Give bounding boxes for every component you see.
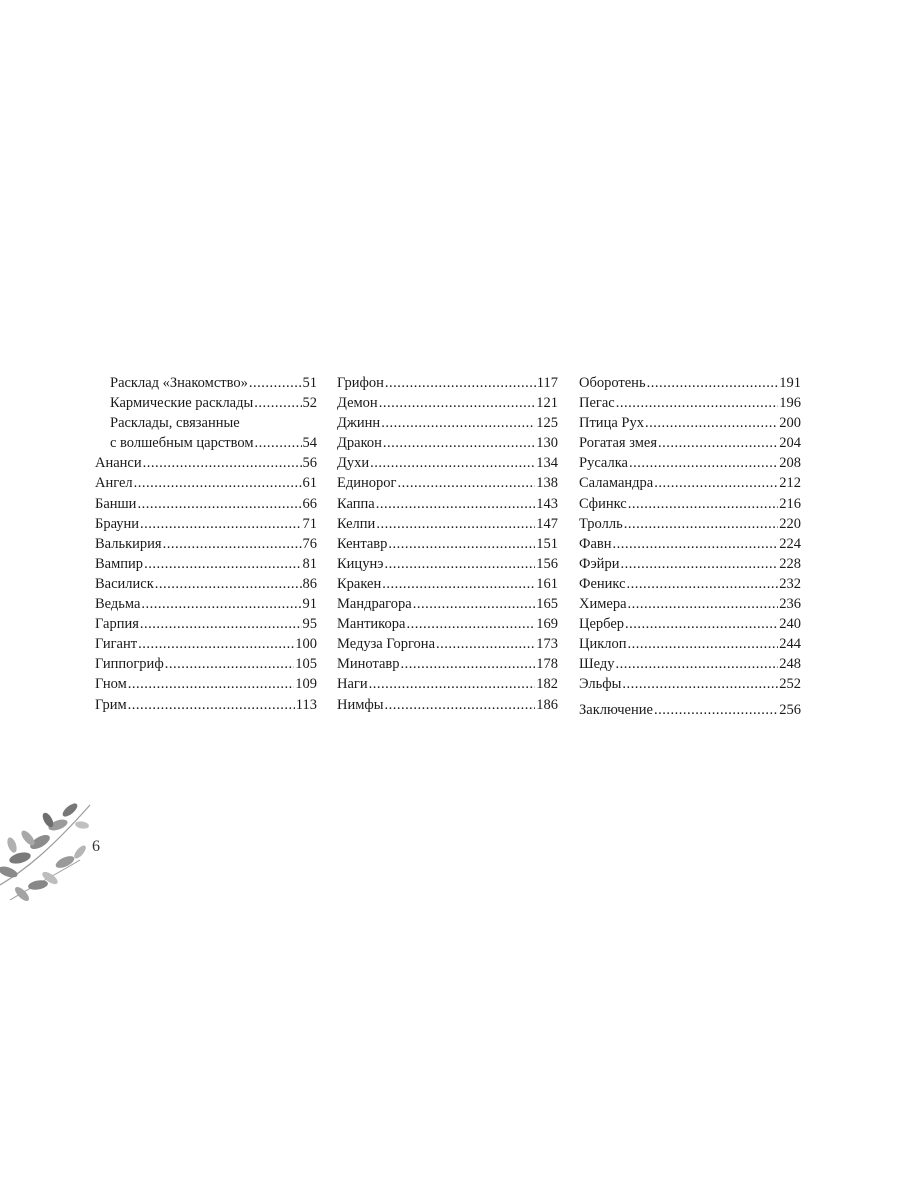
toc-column-3 [579,373,801,720]
toc-entry [95,634,317,654]
toc-entry [337,534,558,554]
dot-leader [397,473,535,493]
dot-leader [381,413,535,433]
toc-entry-title: Птица Рух [579,415,644,432]
toc-entry-title: Ведьма [95,596,141,613]
toc-entry-title: Фавн [579,535,612,552]
toc-entry-page-number: 147 [536,515,558,532]
toc-entry-title: Демон [337,395,378,412]
toc-entry-title: с волшебным царством [110,435,254,452]
dot-leader [401,654,536,674]
dot-leader [255,433,302,453]
toc-entry-title: Вампир [95,555,144,572]
dot-leader [165,654,295,674]
dot-leader [627,574,779,594]
toc-entry-title: Кицунэ [337,555,384,572]
toc-entry-page-number: 76 [302,535,317,552]
toc-entry [95,614,317,634]
toc-entry-page-number: 186 [536,696,558,713]
page-number: 6 [92,838,100,855]
dot-leader [382,574,535,594]
toc-entry-title: Валькирия [95,535,162,552]
toc-entry-title: Рогатая змея [579,435,658,452]
toc-entry-title: Ангел [95,475,133,492]
toc-entry-title: Келпи [337,515,376,532]
dot-leader [647,373,779,393]
toc-entry-page-number: 232 [779,575,801,592]
toc-entry-title: Гном [95,676,127,693]
toc-entry-title: Цербер [579,616,625,633]
toc-entry-page-number: 240 [779,616,801,633]
dot-leader [376,514,535,534]
toc-entry-page-number: 200 [779,415,801,432]
toc-entry [337,393,558,413]
toc-entry-page-number: 91 [302,596,317,613]
dot-leader [388,534,535,554]
dot-leader [413,594,536,614]
dot-leader [624,514,779,534]
toc-entry-title: Фэйри [579,555,620,572]
toc-entry-title: Сфинкс [579,495,627,512]
toc-entry-page-number: 134 [536,455,558,472]
toc-entry [95,433,317,453]
dot-leader [249,373,302,393]
toc-entry-page-number: 169 [536,616,558,633]
toc-entry [95,473,317,493]
toc-entry-page-number: 130 [536,435,558,452]
dot-leader [370,453,535,473]
toc-entry [579,473,801,493]
toc-entry-title: Пегас [579,395,615,412]
toc-entry [337,634,558,654]
toc-entry-title: Василиск [95,575,154,592]
toc-entry-page-number: 138 [536,475,558,492]
toc-entry [95,393,317,413]
dot-leader [629,453,778,473]
dot-leader [144,554,301,574]
toc-entry [579,674,801,694]
toc-entry [337,514,558,534]
toc-entry [337,433,558,453]
toc-entry-page-number: 54 [302,435,317,452]
toc-entry-page-number: 220 [779,515,801,532]
dot-leader [654,473,778,493]
toc-entry-page-number: 244 [779,636,801,653]
toc-entry-page-number: 71 [302,515,317,532]
toc-entry-title: Джинн [337,415,381,432]
toc-entry-title: Нимфы [337,696,384,713]
toc-entry [579,700,801,720]
toc-entry-title: Гарпия [95,616,139,633]
toc-entry-page-number: 105 [295,656,317,673]
dot-leader [143,453,302,473]
toc-entry-title: Кармические расклады [110,395,254,412]
dot-leader [379,393,536,413]
toc-entry-page-number: 156 [536,555,558,572]
toc-entry [95,453,317,473]
toc-entry-title: Оборотень [579,375,646,391]
toc-entry-title: Шеду [579,656,615,673]
toc-entry-title: Грифон [337,375,384,391]
toc-entry-page-number: 248 [779,656,801,673]
toc-entry-title: Единорог [337,475,397,492]
toc-entry-title: Гигант [95,636,138,653]
toc-entry [95,695,317,715]
toc-entry-title: Грим [95,696,127,713]
toc-entry-page-number: 56 [302,455,317,472]
toc-entry [337,413,558,433]
dot-leader [436,634,535,654]
toc-entry [95,373,317,393]
toc-entry [579,393,801,413]
toc-entry-page-number: 256 [779,701,801,718]
dot-leader [628,494,779,514]
toc-entry [95,413,317,433]
toc-entry-page-number: 51 [302,375,317,391]
toc-entry [579,654,801,674]
toc-entry-page-number: 224 [779,535,801,552]
toc-entry [337,614,558,634]
toc-entry [579,574,801,594]
toc-entry-page-number: 228 [779,555,801,572]
toc-entry-title: Кракен [337,575,382,592]
toc-entry [579,373,801,393]
toc-entry [579,614,801,634]
toc-entry-page-number: 125 [536,415,558,432]
toc-entry-page-number: 196 [779,395,801,412]
dot-leader [620,554,778,574]
toc-entry [579,514,801,534]
dot-leader [613,534,779,554]
dot-leader [128,695,295,715]
dot-leader [163,534,302,554]
dot-leader [376,494,536,514]
dot-leader [140,514,301,534]
toc-entry [337,494,558,514]
dot-leader [385,373,536,393]
dot-leader [138,634,294,654]
toc-entry-title: Расклады, связанные [110,415,240,432]
toc-entry-page-number: 236 [779,596,801,613]
dot-leader [128,674,295,694]
toc-entry [579,413,801,433]
toc-entry-title: Банши [95,495,137,512]
toc-entry-page-number: 173 [536,636,558,653]
toc-entry-page-number: 208 [779,455,801,472]
toc-entry [337,373,558,393]
dot-leader [385,695,536,715]
toc-entry-page-number: 61 [302,475,317,492]
toc-column-1 [95,373,317,715]
dot-leader [628,594,779,614]
toc-entry-title: Эльфы [579,676,622,693]
toc-entry-page-number: 165 [536,596,558,613]
toc-entry-page-number: 178 [536,656,558,673]
dot-leader [137,494,301,514]
toc-entry [337,574,558,594]
dot-leader [134,473,302,493]
toc-entry-title: Тролль [579,515,623,532]
toc-entry-page-number: 191 [779,375,801,391]
toc-entry [337,453,558,473]
toc-entry [337,473,558,493]
toc-entry [579,453,801,473]
toc-entry-page-number: 52 [302,395,317,412]
toc-entry-title: Наги [337,676,368,693]
dot-leader [140,614,302,634]
dot-leader [625,614,778,634]
toc-entry-page-number: 66 [302,495,317,512]
toc-entry-page-number: 204 [779,435,801,452]
toc-entry [579,433,801,453]
toc-entry [579,594,801,614]
toc-entry-title: Медуза Горгона [337,636,436,653]
dot-leader [628,634,779,654]
toc-entry-page-number: 216 [779,495,801,512]
toc-entry-page-number: 100 [295,636,317,653]
toc-entry-title: Саламандра [579,475,654,492]
toc-entry-title: Заключение [579,701,653,718]
toc-entry-page-number: 252 [779,676,801,693]
toc-entry-title: Русалка [579,455,628,472]
toc-entry-page-number: 182 [536,676,558,693]
toc-entry [579,534,801,554]
toc-entry [337,594,558,614]
toc-entry [95,514,317,534]
toc-entry [337,554,558,574]
toc-entry-page-number: 81 [302,555,317,572]
toc-entry [95,554,317,574]
toc-entry-title: Расклад «Знакомство» [110,375,248,391]
dot-leader [141,594,301,614]
toc-entry-page-number: 86 [302,575,317,592]
dot-leader [383,433,535,453]
toc-entry [579,634,801,654]
toc-entry [337,695,558,715]
toc-entry [95,654,317,674]
toc-entry-page-number: 151 [536,535,558,552]
toc-entry [95,534,317,554]
toc-column-2 [337,373,558,715]
dot-leader [654,700,778,720]
dot-leader [254,393,301,413]
toc-entry [95,494,317,514]
dot-leader [616,393,779,413]
toc-entry [579,494,801,514]
toc-entry [95,574,317,594]
toc-entry-page-number: 143 [536,495,558,512]
toc-entry-page-number: 212 [779,475,801,492]
toc-entry-page-number: 121 [536,395,558,412]
toc-entry-title: Минотавр [337,656,400,673]
dot-leader [406,614,535,634]
dot-leader [369,674,536,694]
toc-entry [579,554,801,574]
toc-entry-title: Дракон [337,435,382,452]
toc-entry-title: Кентавр [337,535,388,552]
toc-entry-title: Феникс [579,575,626,592]
toc-entry-title: Ананси [95,455,142,472]
toc-entry-title: Духи [337,455,370,472]
dot-leader [622,674,778,694]
dot-leader [658,433,778,453]
dot-leader [155,574,302,594]
toc-entry-title: Гиппогриф [95,656,164,673]
toc-entry [337,674,558,694]
toc-entry [337,654,558,674]
toc-entry-page-number: 161 [536,575,558,592]
toc-entry [95,674,317,694]
toc-entry-title: Мандрагора [337,596,412,613]
toc-entry-page-number: 95 [302,616,317,633]
dot-leader [384,554,535,574]
toc-entry-page-number: 113 [295,696,317,713]
toc-entry-title: Циклоп [579,636,627,653]
toc-entry-title: Брауни [95,515,140,532]
toc-entry [95,594,317,614]
toc-entry-title: Химера [579,596,627,613]
toc-entry-page-number: 117 [536,375,558,391]
toc-entry-title: Каппа [337,495,375,512]
toc-entry-title: Мантикора [337,616,406,633]
leaf-branch-illustration [0,790,100,915]
dot-leader [645,413,778,433]
dot-leader [616,654,779,674]
toc-entry-page-number: 109 [295,676,317,693]
